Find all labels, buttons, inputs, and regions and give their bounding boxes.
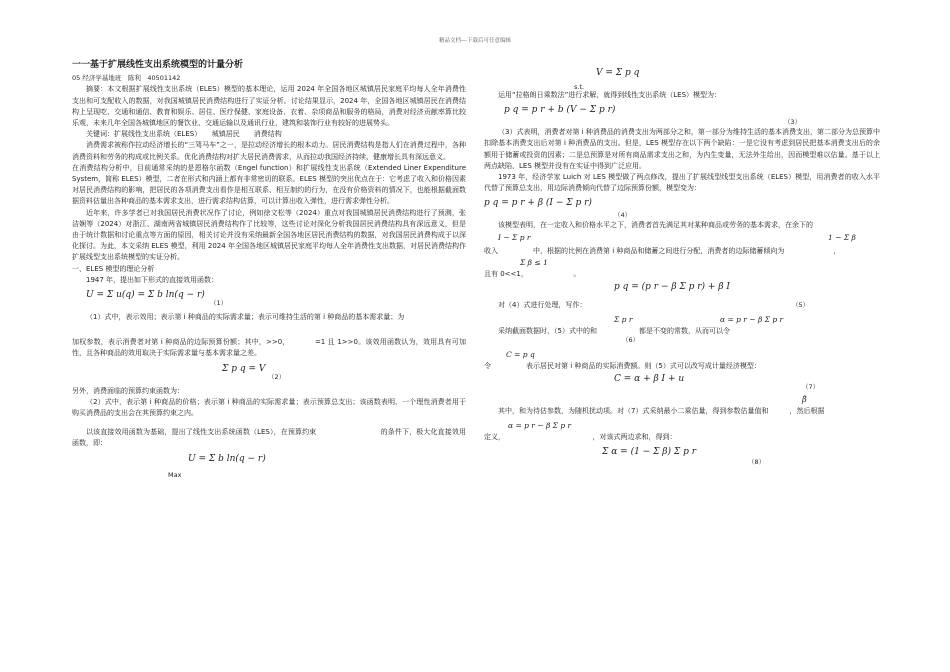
equation-1: U = Σ u(q) = Σ b ln(q − r): [86, 290, 205, 301]
fragment-saving-propensity: 1 − Σ β: [828, 232, 856, 242]
cross-section-paragraph: 采纳截面数据时，（5）式中的和 都是不变的常数，从而可以令: [498, 327, 730, 336]
les-intro-paragraph: 以该直接效用函数为基础，提出了线性支出系统函数（LES），在预算约束 的条件下，极大化直接效用函数，即：: [72, 428, 466, 448]
left-column: [72, 60, 466, 479]
econometric-model-paragraph: 令 表示居民对第 i 种商品的实际消费额。则（5）式可以改写成计量经济模型：: [484, 362, 761, 371]
equation-2-row: [72, 360, 466, 386]
fragment-beta-sum: Σ β ≤ 1: [520, 257, 548, 267]
equation-st-row: [484, 64, 880, 90]
equation-3-row: [484, 101, 880, 127]
keywords-paragraph: 关键词：扩展线性支出系统（ELES） 城镇居民 消费结构: [86, 130, 282, 139]
equation-max: U = Σ b ln(q − r): [188, 453, 266, 464]
fragment-row-h: [484, 418, 880, 432]
fragment-alpha-def-2: α = p r − β Σ p r: [508, 420, 572, 430]
fragment-row-g: [484, 394, 880, 406]
equation-6-number: （6）: [622, 336, 640, 345]
summation-paragraph: 定义， ，对该式两边求和，得到：: [484, 432, 677, 441]
equation-4-number: （4）: [614, 211, 632, 220]
equation-5-caption-row: [484, 300, 880, 312]
st-label: s.t.: [574, 83, 585, 91]
budget-explain-paragraph: （2）式中，表示第 i 种商品的价格；表示第 i 种商品的实际需求量；表示预算总支出；该函数表明，一个理性消费者用于购买消费品的支出会在其预算约束之内。: [72, 397, 466, 418]
fragment-base-spending: Σ p r: [614, 315, 633, 325]
equation-8: Σ α = (1 − Σ β) Σ p r: [602, 446, 697, 457]
equation-5: p q = (p r − β Σ p r) + β I: [614, 282, 730, 293]
equation-6-row: [484, 337, 880, 347]
equation-max-row: [72, 450, 466, 479]
equation-3-number: （3）: [784, 118, 802, 127]
beta-range-paragraph: 且有 0<<1， 。: [484, 269, 581, 278]
eles-advantage-paragraph: 在消费结构分析中，目前通常采纳的是恩格尔函数（Engel function）和扩展线性支出系统（Extended Liner Expenditure System，简称 ELES）模型，二者在形式和内涵上都有非常密切的联系。ELES 模型的突出优点在于：它考虑了收入和价格因素对居民消费结构的影响，把居民的各项消费支出看作是相互联系、相互制约的行为，在没有价格资料的情况下，也能根据截面数据资料估量出各种商品的基本需求支出，进行需求结构估算，可以计算出收入弹性，进行需求弹性分析。: [72, 163, 466, 206]
equation-7-number: （7）: [802, 383, 820, 392]
budget-constraint-paragraph: 另外，消费面临的预算约束函数为：: [72, 386, 184, 395]
fragment-row-a: [484, 232, 880, 246]
equation-5-number: （5）: [792, 301, 810, 310]
fragment-row-c: [484, 257, 880, 269]
ols-paragraph: 其中，和为待估参数，为随机扰动项。对（7）式采纳最小二乘估量，得到参数估量值和 ，然后根据: [498, 407, 825, 416]
equation-4: p q = p r + β (I − Σ p r): [484, 198, 592, 209]
equation-5-row: [484, 280, 880, 300]
fragment-row-f: [484, 347, 880, 361]
fragment-beta-hat: β̂: [802, 395, 807, 405]
equation-7-row: [484, 372, 880, 394]
equation-1-number: （1）: [210, 299, 228, 308]
equation-st: V = Σ p q: [596, 68, 640, 78]
paper-title: 一一基于扩展线性支出系统模型的计量分析: [72, 60, 244, 70]
abstract-paragraph: 摘要：本文根据扩展线性支出系统（ELES）模型的基本理论，运用 2024 年全国各地区城镇居民家庭平均每人全年消费性支出和可支配收入的数据，对我国城镇居民消费结构进行了实证分析。讨论结果显示，2024 年，全国各地区城镇居民在消费结构上呈现吃、交通和通信、教育和娱乐、居住、医疗保健、家庭设备、衣着、杂项商品和服务的格局，消费对经济贡献率算比较乐观，未来几年全国各城镇地区的餐饮业、交通运输以及通讯行业，建筑和装饰行业有较好的进展势头。: [72, 85, 466, 128]
equation-1-row: [72, 286, 466, 312]
equation-3: p q = p r + b (V − Σ p r): [504, 105, 616, 116]
luich-paragraph: 1973 年，经济学家 Luich 对 LES 模型做了两点修改，提出了扩展线型线型支出系统（ELES）模型，用消费者的收入水平代替了预算总支出，用边际消费倾向代替了边际预算份额，模型变为：: [484, 173, 880, 193]
equation-7: C = α + β I + u: [614, 374, 685, 385]
max-label: Max: [168, 470, 182, 479]
equation-2: Σ p q = V: [222, 363, 266, 374]
equation-5-intro: 对（4）式进行处理，写作：: [498, 301, 587, 310]
fragment-row-d: [484, 312, 880, 326]
income-allocation-paragraph: 收入 中，根据的比例在消费第 i 种商品和储蓄之间进行分配，消费者的边际储蓄倾向为 ，: [484, 246, 841, 255]
equation-8-row: [484, 443, 880, 469]
fragment-remaining-income: I − Σ p r: [498, 232, 531, 242]
equation-8-number: （8）: [748, 457, 766, 466]
right-column: [484, 64, 880, 469]
intro-paragraph: 消费需求被称作拉动经济增长的“三驾马车”之一，是拉动经济增长的根本动力。居民消费结构是指人们在消费过程中，各种消费资料和劳务的构成或比例关系。优化消费结构对扩大居民消费需求，从而拉动我国经济持续、健康增长具有深远意义。: [72, 141, 466, 161]
page-header: 精品文档---下载后可任意编辑: [439, 38, 511, 44]
equation-2-number: （2）: [268, 372, 286, 381]
eles-explain-paragraph: 该模型表明，在一定收入和价格水平之下，消费者首先满足其对某种商品或劳务的基本需求，在余下的: [498, 221, 813, 230]
author-byline: 05 经济学基地班 陈利 40501142: [72, 74, 181, 83]
utility-explain-paragraph: （1）式中，表示效用；表示第 i 种商品的实际需求量；表示可维持生活的第 i 种商品的基本需求量；为: [86, 313, 405, 322]
utility-intro-paragraph: 1947 年，提出如下形式的直接效用函数：: [86, 275, 219, 284]
fragment-consumption-def: C = p q: [506, 350, 535, 360]
equation-4-row: [484, 194, 880, 220]
utility-weight-paragraph: 加权参数，表示消费者对第 i 种商品的边际预算份额；其中，>>0， =1 且 1>>0。该效用函数认为，效用具有可加性，且各种商品的效用取决于实际需求量与基本需求量之差。: [72, 338, 466, 358]
section-heading-1: 一、ELES 模型的理论分析: [72, 264, 155, 273]
fragment-alpha-def: α = p r − β Σ p r: [720, 315, 784, 325]
lagrange-paragraph: 运用“拉格朗日乘数法”进行求解，就得到线性支出系统（LES）模型为：: [498, 91, 722, 99]
les-defect-paragraph: （3）式表明，消费者对第 i 种消费品的消费支出为两部分之和，第一部分为维持生活的基本消费支出，第二部分为总预算中扣除基本消费支出后对第 i 种消费品的支出。但是，LES 模型存在以下两个缺陷：一是它没有考虑到居民把基本消费支出后的余额用于储蓄或投资的因素；二是总预算是对所有商品需求支出之和，为内生变量，无法外生给出，因而模型难以估量。基于以上两点缺陷，LES 模型并没有在实证中得到广泛应用。: [484, 128, 880, 170]
literature-paragraph: 近年来，许多学者已对我国居民消费状况作了讨论，例如徐文松等（2024）重点对我国城镇居民消费结构进行了预测，张洁娴等（2024）对浙江、湖南两省城镇居民消费结构作了比较等，这些讨论对深化分析我国居民消费结构具有深远意义，但是由于统计数据和讨论重点等方面的原因，相关讨论并没有采纳最新全国各地区居民消费结构的数据，对我国居民消费构成于以深化探讨。为此，本文采纳 ELES 模型，利用 2024 年全国各地区城镇居民家庭平均每人全年消费性支出数据，对居民消费结构作扩展线型支出系统模型的实证分析。: [72, 208, 466, 262]
